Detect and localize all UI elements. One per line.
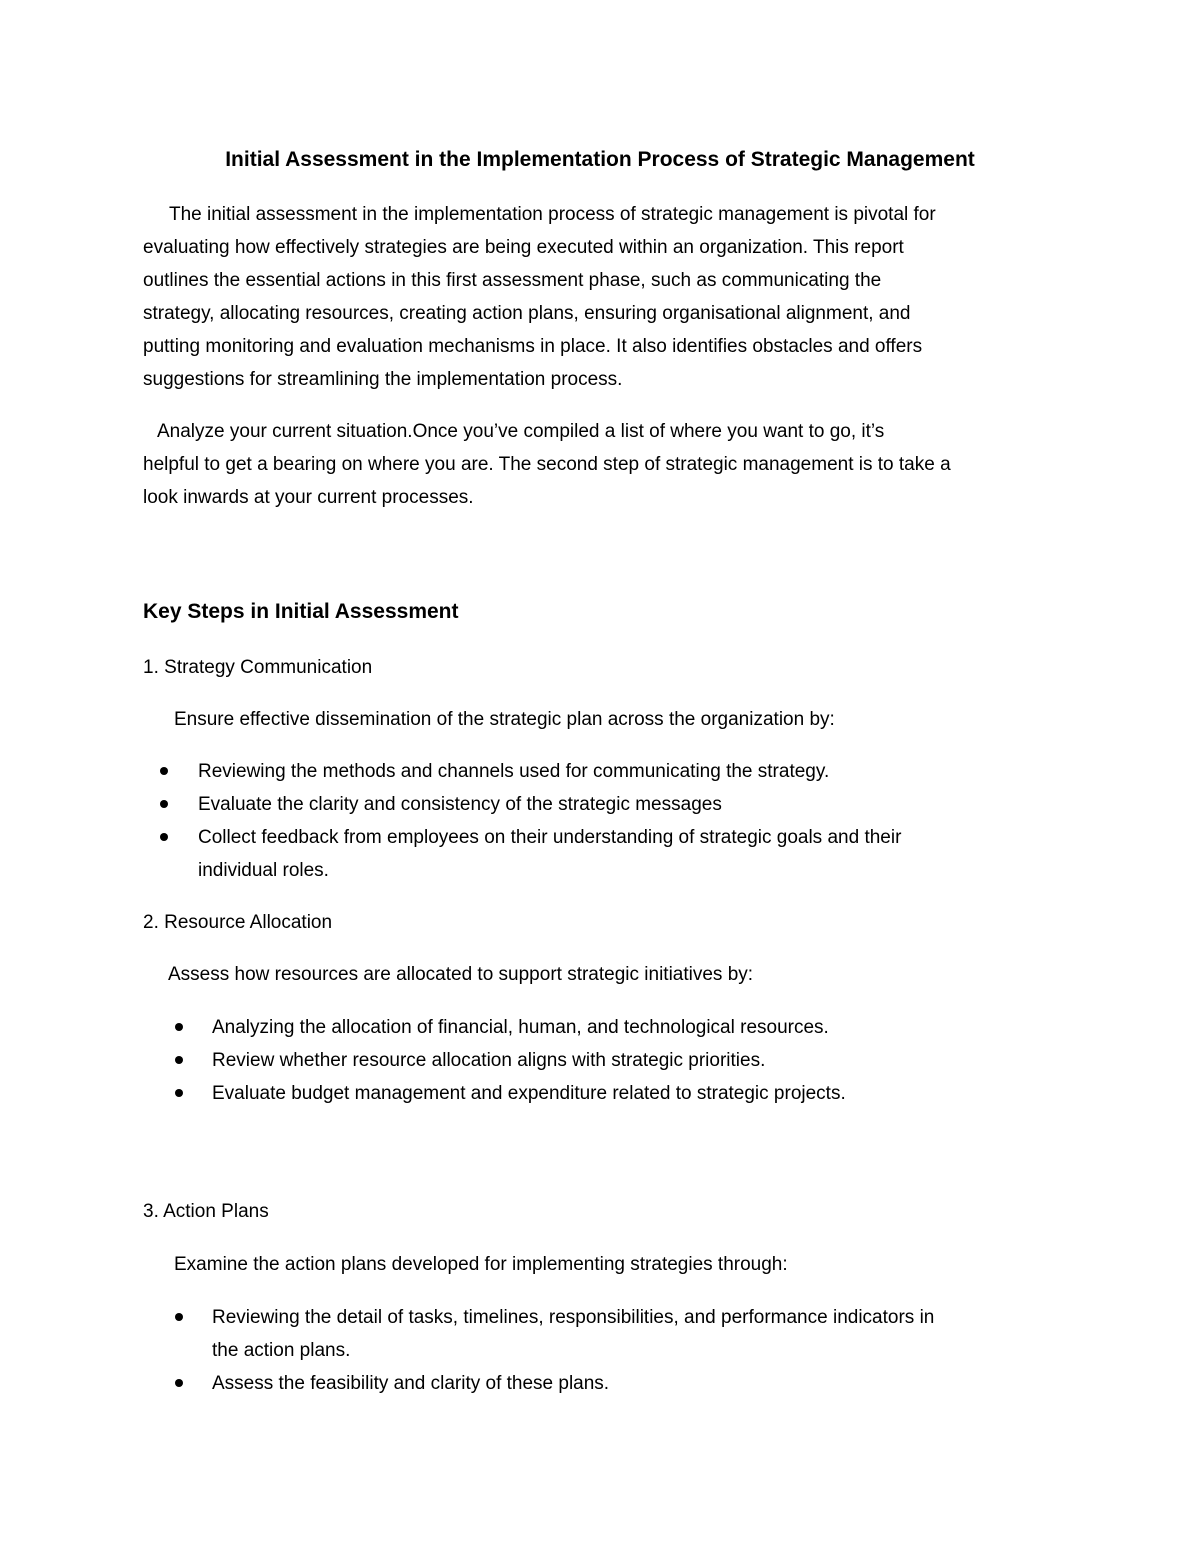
bullet-text: Analyzing the allocation of financial, human, and technological resources.: [212, 1017, 829, 1038]
bullet-icon: [175, 1089, 183, 1097]
intro-line: outlines the essential actions in this first assessment phase, such as communicating the: [143, 270, 882, 291]
bullet-icon: [160, 833, 168, 841]
step-number: 3.: [143, 1201, 159, 1222]
step-title-text: Strategy Communication: [164, 657, 373, 678]
key-steps-heading: Key Steps in Initial Assessment: [143, 600, 459, 623]
bullet-text: Evaluate the clarity and consistency of the strategic messages: [198, 794, 722, 815]
list-item: [172, 1301, 934, 1367]
analyze-paragraph: [143, 415, 1073, 514]
intro-line: The initial assessment in the implementation process of strategic management is pivotal for: [169, 204, 936, 225]
list-item: [157, 821, 901, 887]
bullet-text: Evaluate budget management and expenditure related to strategic projects.: [212, 1083, 846, 1104]
intro-paragraph: [143, 198, 1073, 396]
bullet-icon: [175, 1379, 183, 1387]
analyze-line: helpful to get a bearing on where you are. The second step of strategic management is to take a: [143, 454, 951, 475]
step-2-bullet-list: [172, 1011, 846, 1110]
intro-line: suggestions for streamlining the implementation process.: [143, 369, 623, 390]
bullet-icon: [175, 1313, 183, 1321]
step-number: 2.: [143, 912, 159, 933]
bullet-text: Assess the feasibility and clarity of these plans.: [212, 1373, 610, 1394]
step-1-intro: Ensure effective dissemination of the strategic plan across the organization by:: [174, 709, 835, 730]
step-3-title: [143, 1196, 269, 1228]
step-3-intro: Examine the action plans developed for implementing strategies through:: [174, 1254, 788, 1275]
bullet-icon: [175, 1023, 183, 1031]
list-item: [157, 755, 901, 788]
bullet-text-continued: individual roles.: [198, 860, 329, 881]
step-2-intro: Assess how resources are allocated to support strategic initiatives by:: [168, 964, 754, 985]
bullet-text-continued: the action plans.: [212, 1340, 351, 1361]
step-2-title: [143, 907, 332, 939]
step-1-bullet-list: [157, 755, 901, 887]
bullet-icon: [175, 1056, 183, 1064]
step-title-text: Resource Allocation: [164, 912, 333, 933]
step-1-title: [143, 652, 372, 684]
intro-line: evaluating how effectively strategies are being executed within an organization. This report: [143, 237, 904, 258]
bullet-icon: [160, 800, 168, 808]
step-3-bullet-list: [172, 1301, 934, 1400]
list-item: [172, 1367, 934, 1400]
bullet-text: Review whether resource allocation aligns with strategic priorities.: [212, 1050, 766, 1071]
intro-line: putting monitoring and evaluation mechanisms in place. It also identifies obstacles and offers: [143, 336, 923, 357]
list-item: [172, 1044, 846, 1077]
bullet-text: Reviewing the detail of tasks, timelines, responsibilities, and performance indicators in: [212, 1307, 935, 1328]
bullet-icon: [160, 767, 168, 775]
analyze-line: look inwards at your current processes.: [143, 487, 474, 508]
list-item: [157, 788, 901, 821]
step-number: 1.: [143, 657, 159, 678]
bullet-text: Collect feedback from employees on their understanding of strategic goals and their: [198, 827, 902, 848]
intro-line: strategy, allocating resources, creating action plans, ensuring organisational alignment, and: [143, 303, 911, 324]
list-item: [172, 1077, 846, 1110]
analyze-line: Analyze your current situation.Once you’ve compiled a list of where you want to go, it’s: [157, 421, 885, 442]
document-title: Initial Assessment in the Implementation Process of Strategic Management: [225, 148, 975, 171]
bullet-text: Reviewing the methods and channels used for communicating the strategy.: [198, 761, 830, 782]
step-title-text: Action Plans: [163, 1201, 269, 1222]
list-item: [172, 1011, 846, 1044]
